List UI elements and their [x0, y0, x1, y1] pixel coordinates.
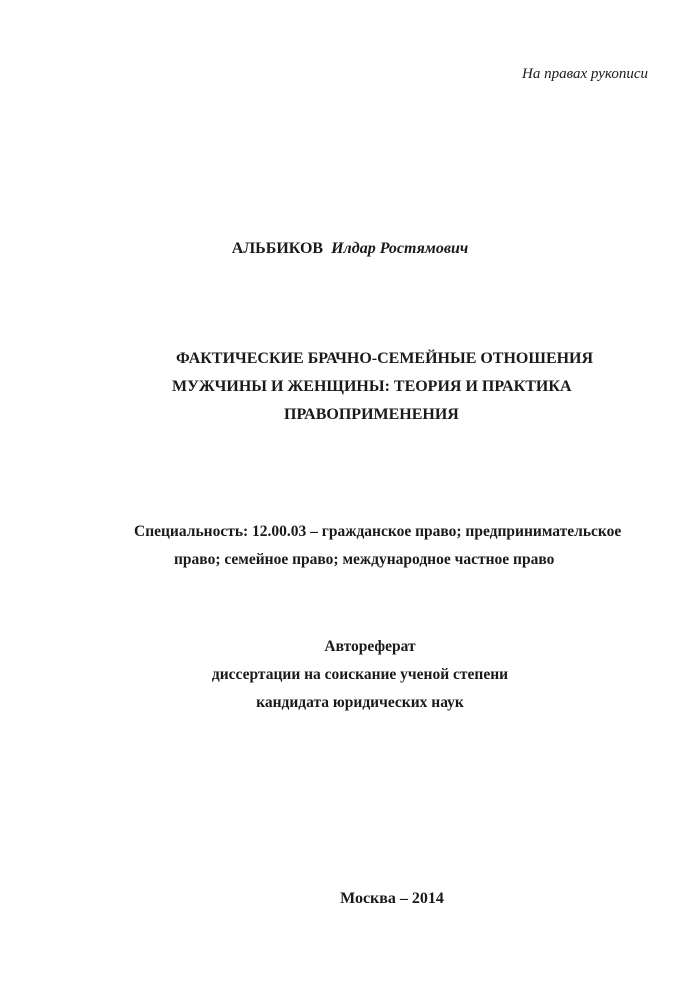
author-surname: АЛЬБИКОВ — [231, 240, 324, 257]
author-name — [0, 240, 700, 258]
abstract-label: Автореферат — [324, 638, 416, 655]
rights-note: На правах рукописи — [522, 66, 648, 82]
abstract-degree: кандидата юридических наук — [256, 694, 464, 711]
thesis-title-line-2: МУЖЧИНЫ И ЖЕНЩИНЫ: ТЕОРИЯ И ПРАКТИКА — [172, 378, 572, 395]
thesis-title-line-1: ФАКТИЧЕСКИЕ БРАЧНО-СЕМЕЙНЫЕ ОТНОШЕНИЯ — [176, 350, 594, 367]
specialty-line-1: Специальность: 12.00.03 – гражданское право; предпринимательское — [134, 523, 622, 540]
author-given-names: Илдар Ростямович — [331, 240, 469, 257]
thesis-title-line-3: ПРАВОПРИМЕНЕНИЯ — [284, 406, 459, 423]
abstract-purpose: диссертации на соискание ученой степени — [211, 666, 509, 683]
specialty-line-2: право; семейное право; международное частное право — [174, 551, 555, 568]
place-and-year: Москва – 2014 — [340, 890, 444, 907]
